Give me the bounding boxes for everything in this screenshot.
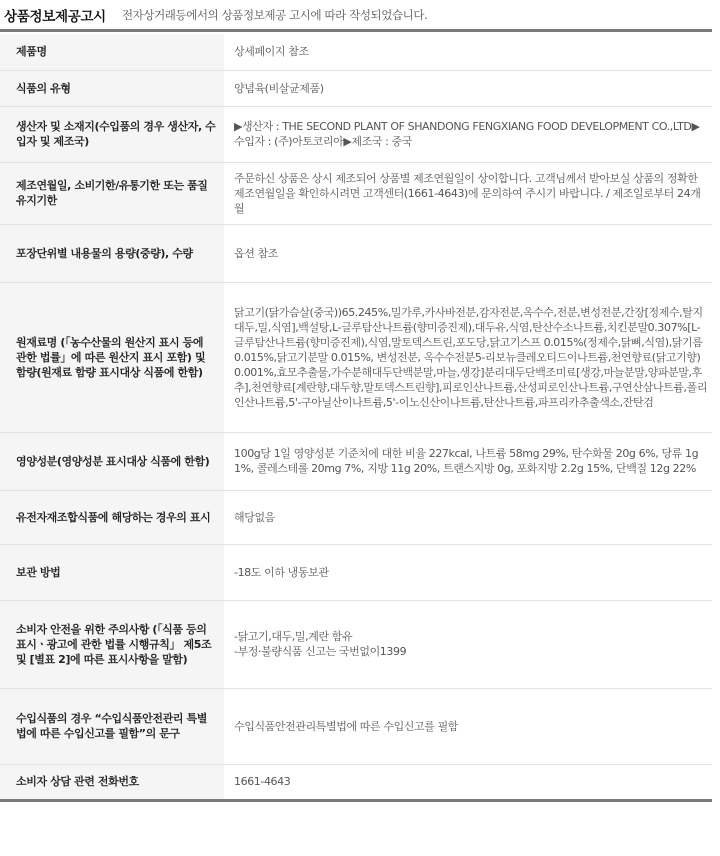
row-value-product-name: 상세페이지 참조 xyxy=(224,34,712,70)
row-value-producer: ▶생산자 : THE SECOND PLANT OF SHANDONG FENGXIANG FOOD DEVELOPMENT CO.,LTD▶수입자 : (주)아토코리아▶제조국 : 중국 xyxy=(224,106,712,162)
row-label-storage: 보관 방법 xyxy=(0,544,224,600)
row-label-gmo: 유전자재조합식품에 해당하는 경우의 표시 xyxy=(0,490,224,544)
row-value-gmo: 해당없음 xyxy=(224,490,712,544)
row-value-manufacture-date: 주문하신 상품은 상시 제조되어 상품별 제조연월일이 상이합니다. 고객님께서 받아보실 상품의 정확한 제조연월일을 확인하시려면 고객센터(1661-4643)에 문의하여 주시기 바랍니다. / 제조일로부터 24개월 xyxy=(224,162,712,224)
table-row xyxy=(0,70,712,106)
row-value-food-type: 양념육(비살균제품) xyxy=(224,70,712,106)
row-value-import-notice: 수입식품안전관리특별법에 따른 수입신고를 필함 xyxy=(224,688,712,764)
table-row xyxy=(0,688,712,764)
row-value-ingredients: 닭고기(닭가슴살(중국))65.245%,밀가루,카사바전분,감자전분,옥수수,전분,변성전분,간장[정제수,탈지대두,밀,식염],백설탕,L-글루탐산나트륨(향미증진제),대두유,식염,탄산수소나트륨,치킨분말0.307%[L-글루탐산나트륨(향미증진제),식염,말토덱스트린,포도당,닭고기스프 0.015%(정제수,닭뼈,식염),닭기름0.015%,닭고기분말 0.015%, 변성전분, 옥수수전분5-리보뉴클레오티드이나트륨,천연향료(닭고기향)0.001%,효모추출물,가수분해대두단백분말,마늘,생강]분리대두단백조미료[생강,마늘분말,양파분말,후추],천연향료[계란향,대두향,말토덱스트린향],피로인산나트륨,산성피로인산나트륨,구연산삼나트륨,폴리인산나트륨,5'-구아닐산이나트륨,5'-이노신산이나트륨,탄산나트륨,파프리카추출색소,잔탄검 xyxy=(224,282,712,432)
table-row xyxy=(0,106,712,162)
row-value-storage: -18도 이하 냉동보관 xyxy=(224,544,712,600)
page-subtitle: 전자상거래등에서의 상품정보제공 고시에 따라 작성되었습니다. xyxy=(121,7,428,22)
table-row xyxy=(0,490,712,544)
table-row xyxy=(0,544,712,600)
row-label-import-notice: 수입식품의 경우 “수입식품안전관리 특별법에 따른 수입신고를 필함”의 문구 xyxy=(0,688,224,764)
table-row xyxy=(0,162,712,224)
table-row xyxy=(0,282,712,432)
info-header xyxy=(0,0,712,32)
table-row xyxy=(0,600,712,688)
table-row xyxy=(0,34,712,70)
row-value-package-volume: 옵션 참조 xyxy=(224,224,712,282)
table-row xyxy=(0,432,712,490)
product-info-table xyxy=(0,34,712,802)
row-label-product-name: 제품명 xyxy=(0,34,224,70)
row-label-food-type: 식품의 유형 xyxy=(0,70,224,106)
row-value-nutrition: 100g당 1일 영양성분 기준치에 대한 비율 227kcal, 나트륨 58mg 29%, 탄수화물 20g 6%, 당류 1g 1%, 콜레스테롤 20mg 7%, 지방 11g 20%, 트랜스지방 0g, 포화지방 2.2g 15%, 단백질 12g 22% xyxy=(224,432,712,490)
row-label-manufacture-date: 제조연월일, 소비기한/유통기한 또는 품질유지기한 xyxy=(0,162,224,224)
row-label-phone: 소비자 상담 관련 전화번호 xyxy=(0,764,224,800)
row-label-package-volume: 포장단위별 내용물의 용량(중량), 수량 xyxy=(0,224,224,282)
table-row xyxy=(0,224,712,282)
table-row xyxy=(0,764,712,800)
row-label-nutrition: 영양성분(영양성분 표시대상 식품에 한함) xyxy=(0,432,224,490)
row-value-safety-notice: -닭고기,대두,밀,계란 함유 -부정·불량식품 신고는 국번없이1399 xyxy=(224,600,712,688)
row-label-ingredients: 원재료명 (「농수산물의 원산지 표시 등에 관한 법률」에 따른 원산지 표시 포함) 및 함량(원재료 함량 표시대상 식품에 한함) xyxy=(0,282,224,432)
row-label-producer: 생산자 및 소재지(수입품의 경우 생산자, 수입자 및 제조국) xyxy=(0,106,224,162)
row-value-phone: 1661-4643 xyxy=(224,764,712,800)
row-label-safety-notice: 소비자 안전을 위한 주의사항 (「식품 등의 표시ㆍ광고에 관한 법률 시행규칙」 제5조 및 [별표 2]에 따른 표시사항을 말함) xyxy=(0,600,224,688)
page-title: 상품정보제공고시 xyxy=(4,8,106,25)
